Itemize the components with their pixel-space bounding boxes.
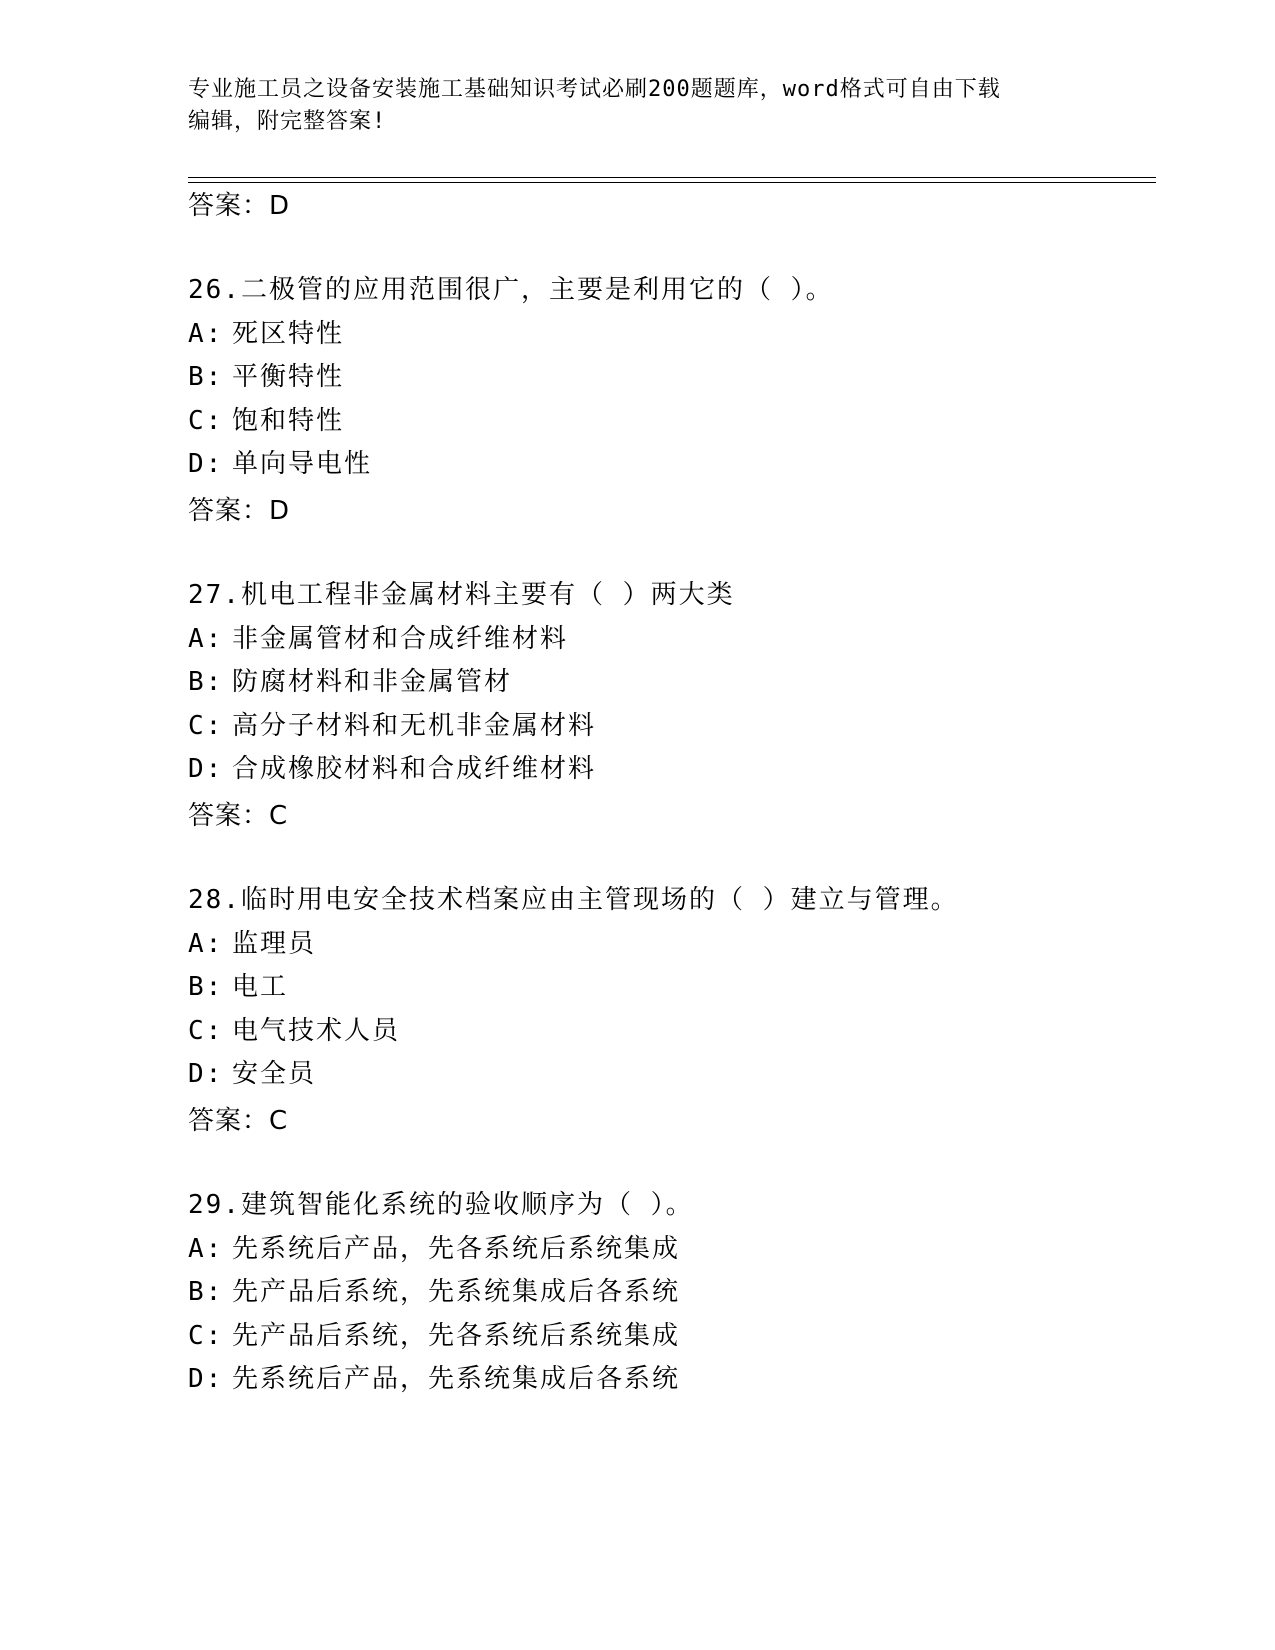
question-29-option-d [188, 1363, 680, 1395]
option-letter: C: [188, 1321, 224, 1351]
option-text: 电工 [232, 972, 289, 1002]
option-text: 非金属管材和合成纤维材料 [232, 624, 569, 654]
question-28-stem: 28.临时用电安全技术档案应由主管现场的（ ）建立与管理。 [188, 885, 959, 915]
question-27-option-a [188, 623, 568, 655]
option-letter: D: [188, 449, 224, 479]
question-27-stem: 27.机电工程非金属材料主要有（ ）两大类 [188, 580, 735, 610]
question-29-stem: 29.建筑智能化系统的验收顺序为（ ）。 [188, 1190, 694, 1220]
option-letter: A: [188, 1234, 224, 1264]
option-text: 先产品后系统，先系统集成后各系统 [232, 1277, 681, 1307]
option-letter: B: [188, 362, 224, 392]
option-letter: D: [188, 1364, 224, 1394]
option-letter: A: [188, 929, 224, 959]
option-letter: B: [188, 1277, 224, 1307]
header-divider-top [188, 177, 1156, 178]
option-text: 防腐材料和非金属管材 [232, 667, 513, 697]
option-letter: C: [188, 1016, 224, 1046]
question-29-option-c [188, 1320, 680, 1352]
option-text: 监理员 [232, 929, 317, 959]
previous-answer: 答案：D [188, 191, 291, 221]
option-text: 平衡特性 [232, 362, 345, 392]
option-text: 死区特性 [232, 319, 345, 349]
option-letter: A: [188, 624, 224, 654]
option-text: 高分子材料和无机非金属材料 [232, 711, 597, 741]
header-line-2: 编辑，附完整答案! [188, 109, 387, 134]
question-28-option-a [188, 928, 316, 960]
option-text: 先系统后产品，先各系统后系统集成 [232, 1234, 681, 1264]
option-text: 电气技术人员 [232, 1016, 401, 1046]
question-28-answer: 答案：C [188, 1106, 289, 1136]
question-26-option-d [188, 448, 372, 480]
question-26-option-a [188, 318, 344, 350]
option-letter: C: [188, 406, 224, 436]
question-26-option-c [188, 405, 344, 437]
option-letter: D: [188, 754, 224, 784]
option-text: 先系统后产品，先系统集成后各系统 [232, 1364, 681, 1394]
question-27-option-d [188, 753, 596, 785]
header-divider-bottom [188, 182, 1156, 183]
option-text: 饱和特性 [232, 406, 345, 436]
option-letter: B: [188, 667, 224, 697]
question-28-option-b [188, 971, 288, 1003]
header-line-1: 专业施工员之设备安装施工基础知识考试必刷200题题库，word格式可自由下载 [188, 77, 1001, 102]
question-27-answer: 答案：C [188, 801, 289, 831]
question-29-option-b [188, 1276, 680, 1308]
document-header [188, 74, 1088, 138]
option-text: 安全员 [232, 1059, 317, 1089]
question-29-option-a [188, 1233, 680, 1265]
option-text: 合成橡胶材料和合成纤维材料 [232, 754, 597, 784]
question-27-option-c [188, 710, 596, 742]
question-26-stem: 26.二极管的应用范围很广，主要是利用它的（ ）。 [188, 275, 834, 305]
option-letter: B: [188, 972, 224, 1002]
option-letter: A: [188, 319, 224, 349]
question-27-option-b [188, 666, 512, 698]
option-text: 单向导电性 [232, 449, 373, 479]
question-26-answer: 答案：D [188, 496, 291, 526]
question-28-option-c [188, 1015, 400, 1047]
option-letter: D: [188, 1059, 224, 1089]
question-26-option-b [188, 361, 344, 393]
question-28-option-d [188, 1058, 316, 1090]
option-text: 先产品后系统，先各系统后系统集成 [232, 1321, 681, 1351]
option-letter: C: [188, 711, 224, 741]
